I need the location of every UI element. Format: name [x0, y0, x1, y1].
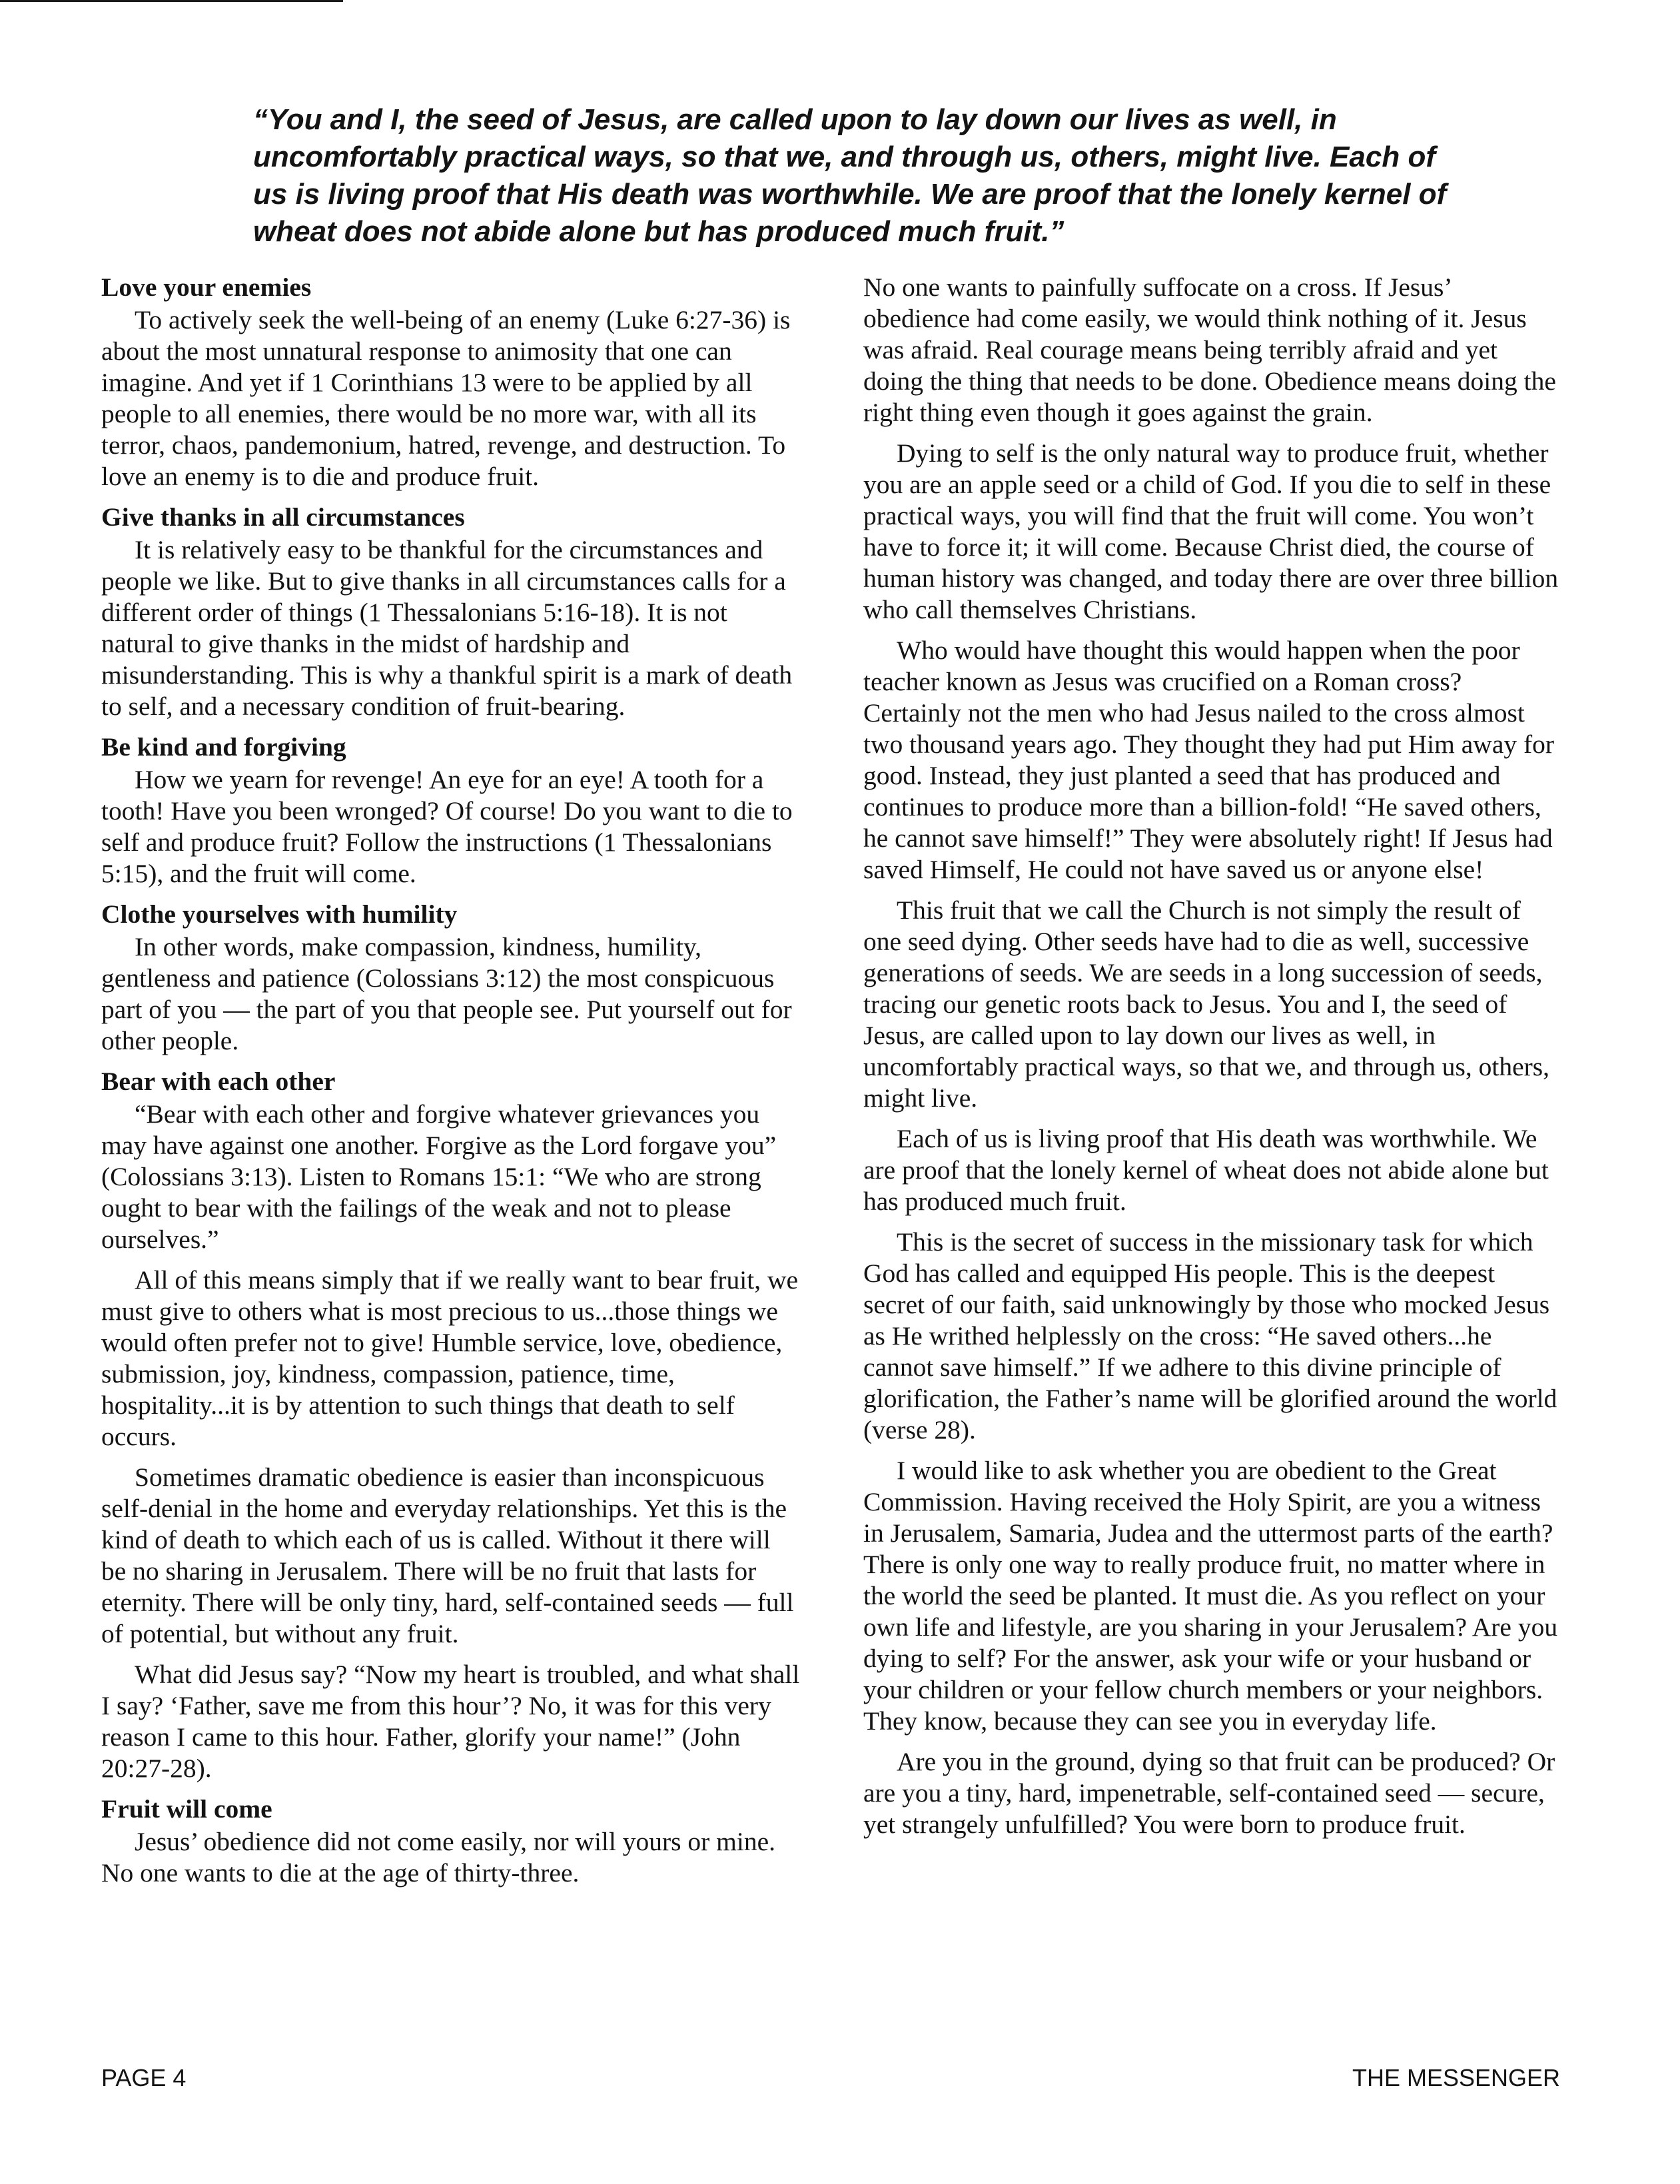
paragraph: Dying to self is the only natural way to produce fruit, whether you are an apple seed or a child of God. If you die to self in these practical ways, you will find that the fruit will come. You won’t have to force it; it will come. Because Christ died, the course of human history was changed, and today there are over three billion who call themselves Christians.	[863, 438, 1559, 624]
publication-name: THE MESSENGER	[1352, 2064, 1560, 2091]
paragraph: In other words, make compassion, kindness, humility, gentleness and patience (Colossians 3:12) the most conspicuous part of you — the part of you that people see. Put yourself out for other people.	[101, 932, 792, 1055]
heading-be-kind: Be kind and forgiving	[101, 732, 346, 762]
heading-bear-with-each-other: Bear with each other	[101, 1067, 336, 1096]
paragraph: This is the secret of success in the missionary task for which God has called and equipped His people. This is the deepest secret of our faith, said unknowingly by those who mocked Jesus as He writhed helplessly on the cross: “He saved others...he cannot save himself.” If we adhere to this divine principle of glorification, the Father’s name will be glorified around the world (verse 28).	[863, 1227, 1557, 1444]
paragraph: Jesus’ obedience did not come easily, nor will yours or mine. No one wants to die at the age of thirty-three.	[101, 1827, 776, 1888]
paragraph: “Bear with each other and forgive whatever grievances you may have against one another. Forgive as the Lord forgave you” (Colossians 3:13). Listen to Romans 15:1: “We who are strong ought to bear with the failings of the weak and not to please ourselves.”	[101, 1099, 777, 1254]
paragraph: I would like to ask whether you are obedient to the Great Commission. Having received the Holy Spirit, are you a witness in Jerusalem, Samaria, Judea and the uttermost parts of the earth? There is only one way to really produce fruit, no matter where in the world the seed be planted. It must die. As you reflect on your own life and lifestyle, are you sharing in your Jerusalem? Are you dying to self? For the answer, ask your wife or your husband or your children or your fellow church members or your neighbors. They know, because they can see you in everyday life.	[863, 1456, 1558, 1736]
paragraph: Are you in the ground, dying so that fruit can be produced? Or are you a tiny, hard, impenetrable, self-contained seed — secure, yet strangely unfulfilled? You were born to produce fruit.	[863, 1747, 1555, 1839]
paragraph: Each of us is living proof that His death was worthwhile. We are proof that the lonely kernel of wheat does not abide alone but has produced much fruit.	[863, 1124, 1549, 1216]
paragraph: What did Jesus say? “Now my heart is troubled, and what shall I say? ‘Father, save me from this hour’? No, it was for this very reason I came to this hour. Father, glorify your name!” (John 20:27-28).	[101, 1660, 800, 1783]
heading-fruit-will-come: Fruit will come	[101, 1794, 272, 1824]
heading-clothe-humility: Clothe yourselves with humility	[101, 899, 458, 929]
top-rule	[0, 0, 343, 2]
right-column	[863, 272, 1563, 1850]
paragraph: To actively seek the well-being of an enemy (Luke 6:27-36) is about the most unnatural response to animosity that one can imagine. And yet if 1 Corinthians 13 were to be applied by all people to all enemies, there would be no more war, with all its terror, chaos, pandemonium, hatred, revenge, and destruction. To love an enemy is to die and produce fruit.	[101, 305, 791, 491]
paragraph: Who would have thought this would happen when the poor teacher known as Jesus was crucified on a Roman cross? Certainly not the men who had Jesus nailed to the cross almost two thousand years ago. They thought they had put Him away for good. Instead, they just planted a seed that has produced and continues to produce more than a billion-fold! “He saved others, he cannot save himself!” They were absolutely right! If Jesus had saved Himself, He could not have saved us or anyone else!	[863, 636, 1555, 884]
paragraph: All of this means simply that if we really want to bear fruit, we must give to others what is most precious to us...those things we would often prefer not to give! Humble service, love, obedience, submission, joy, kindness, compassion, patience, time, hospitality...it is by attention to such things that death to self occurs.	[101, 1265, 799, 1451]
page-number: PAGE 4	[101, 2064, 187, 2091]
paragraph: This fruit that we call the Church is not simply the result of one seed dying. Other seeds have had to die as well, successive generations of seeds. We are seeds in a long succession of seeds, tracing our genetic roots back to Jesus. You and I, the seed of Jesus, are called upon to lay down our lives as well, in uncomfortably practical ways, so that we, and through us, others, might live.	[863, 895, 1550, 1113]
heading-love-your-enemies: Love your enemies	[101, 273, 312, 302]
paragraph: No one wants to painfully suffocate on a cross. If Jesus’ obedience had come easily, we would think nothing of it. Jesus was afraid. Real courage means being terribly afraid and yet doing the thing that needs to be done. Obedience means doing the right thing even though it goes against the grain.	[863, 273, 1556, 427]
paragraph: Sometimes dramatic obedience is easier than inconspicuous self-denial in the home and everyday relationships. Yet this is the kind of death to which each of us is called. Without it there will be no sharing in Jerusalem. There will be no fruit that lasts for eternity. There will be only tiny, hard, self-contained seeds — full of potential, but without any fruit.	[101, 1462, 794, 1648]
heading-give-thanks: Give thanks in all circumstances	[101, 502, 465, 532]
left-column	[101, 272, 801, 1898]
paragraph: It is relatively easy to be thankful for the circumstances and people we like. But to give thanks in all circumstances calls for a different order of things (1 Thessalonians 5:16-18). It is not natural to give thanks in the midst of hardship and misunderstanding. This is why a thankful spirit is a mark of death to self, and a necessary condition of fruit-bearing.	[101, 535, 793, 721]
pull-quote: “You and I, the seed of Jesus, are called upon to lay down our lives as well, in uncomfortably practical ways, so that we, and through us, others, might live. Each of us is living proof that His death was worthwhile. We are proof that the lonely kernel of wheat does not abide alone but has produced much fruit.”	[253, 103, 1447, 248]
paragraph: How we yearn for revenge! An eye for an eye! A tooth for a tooth! Have you been wronged? Of course! Do you want to die to self and produce fruit? Follow the instructions (1 Thessalonians 5:15), and the fruit will come.	[101, 765, 793, 888]
